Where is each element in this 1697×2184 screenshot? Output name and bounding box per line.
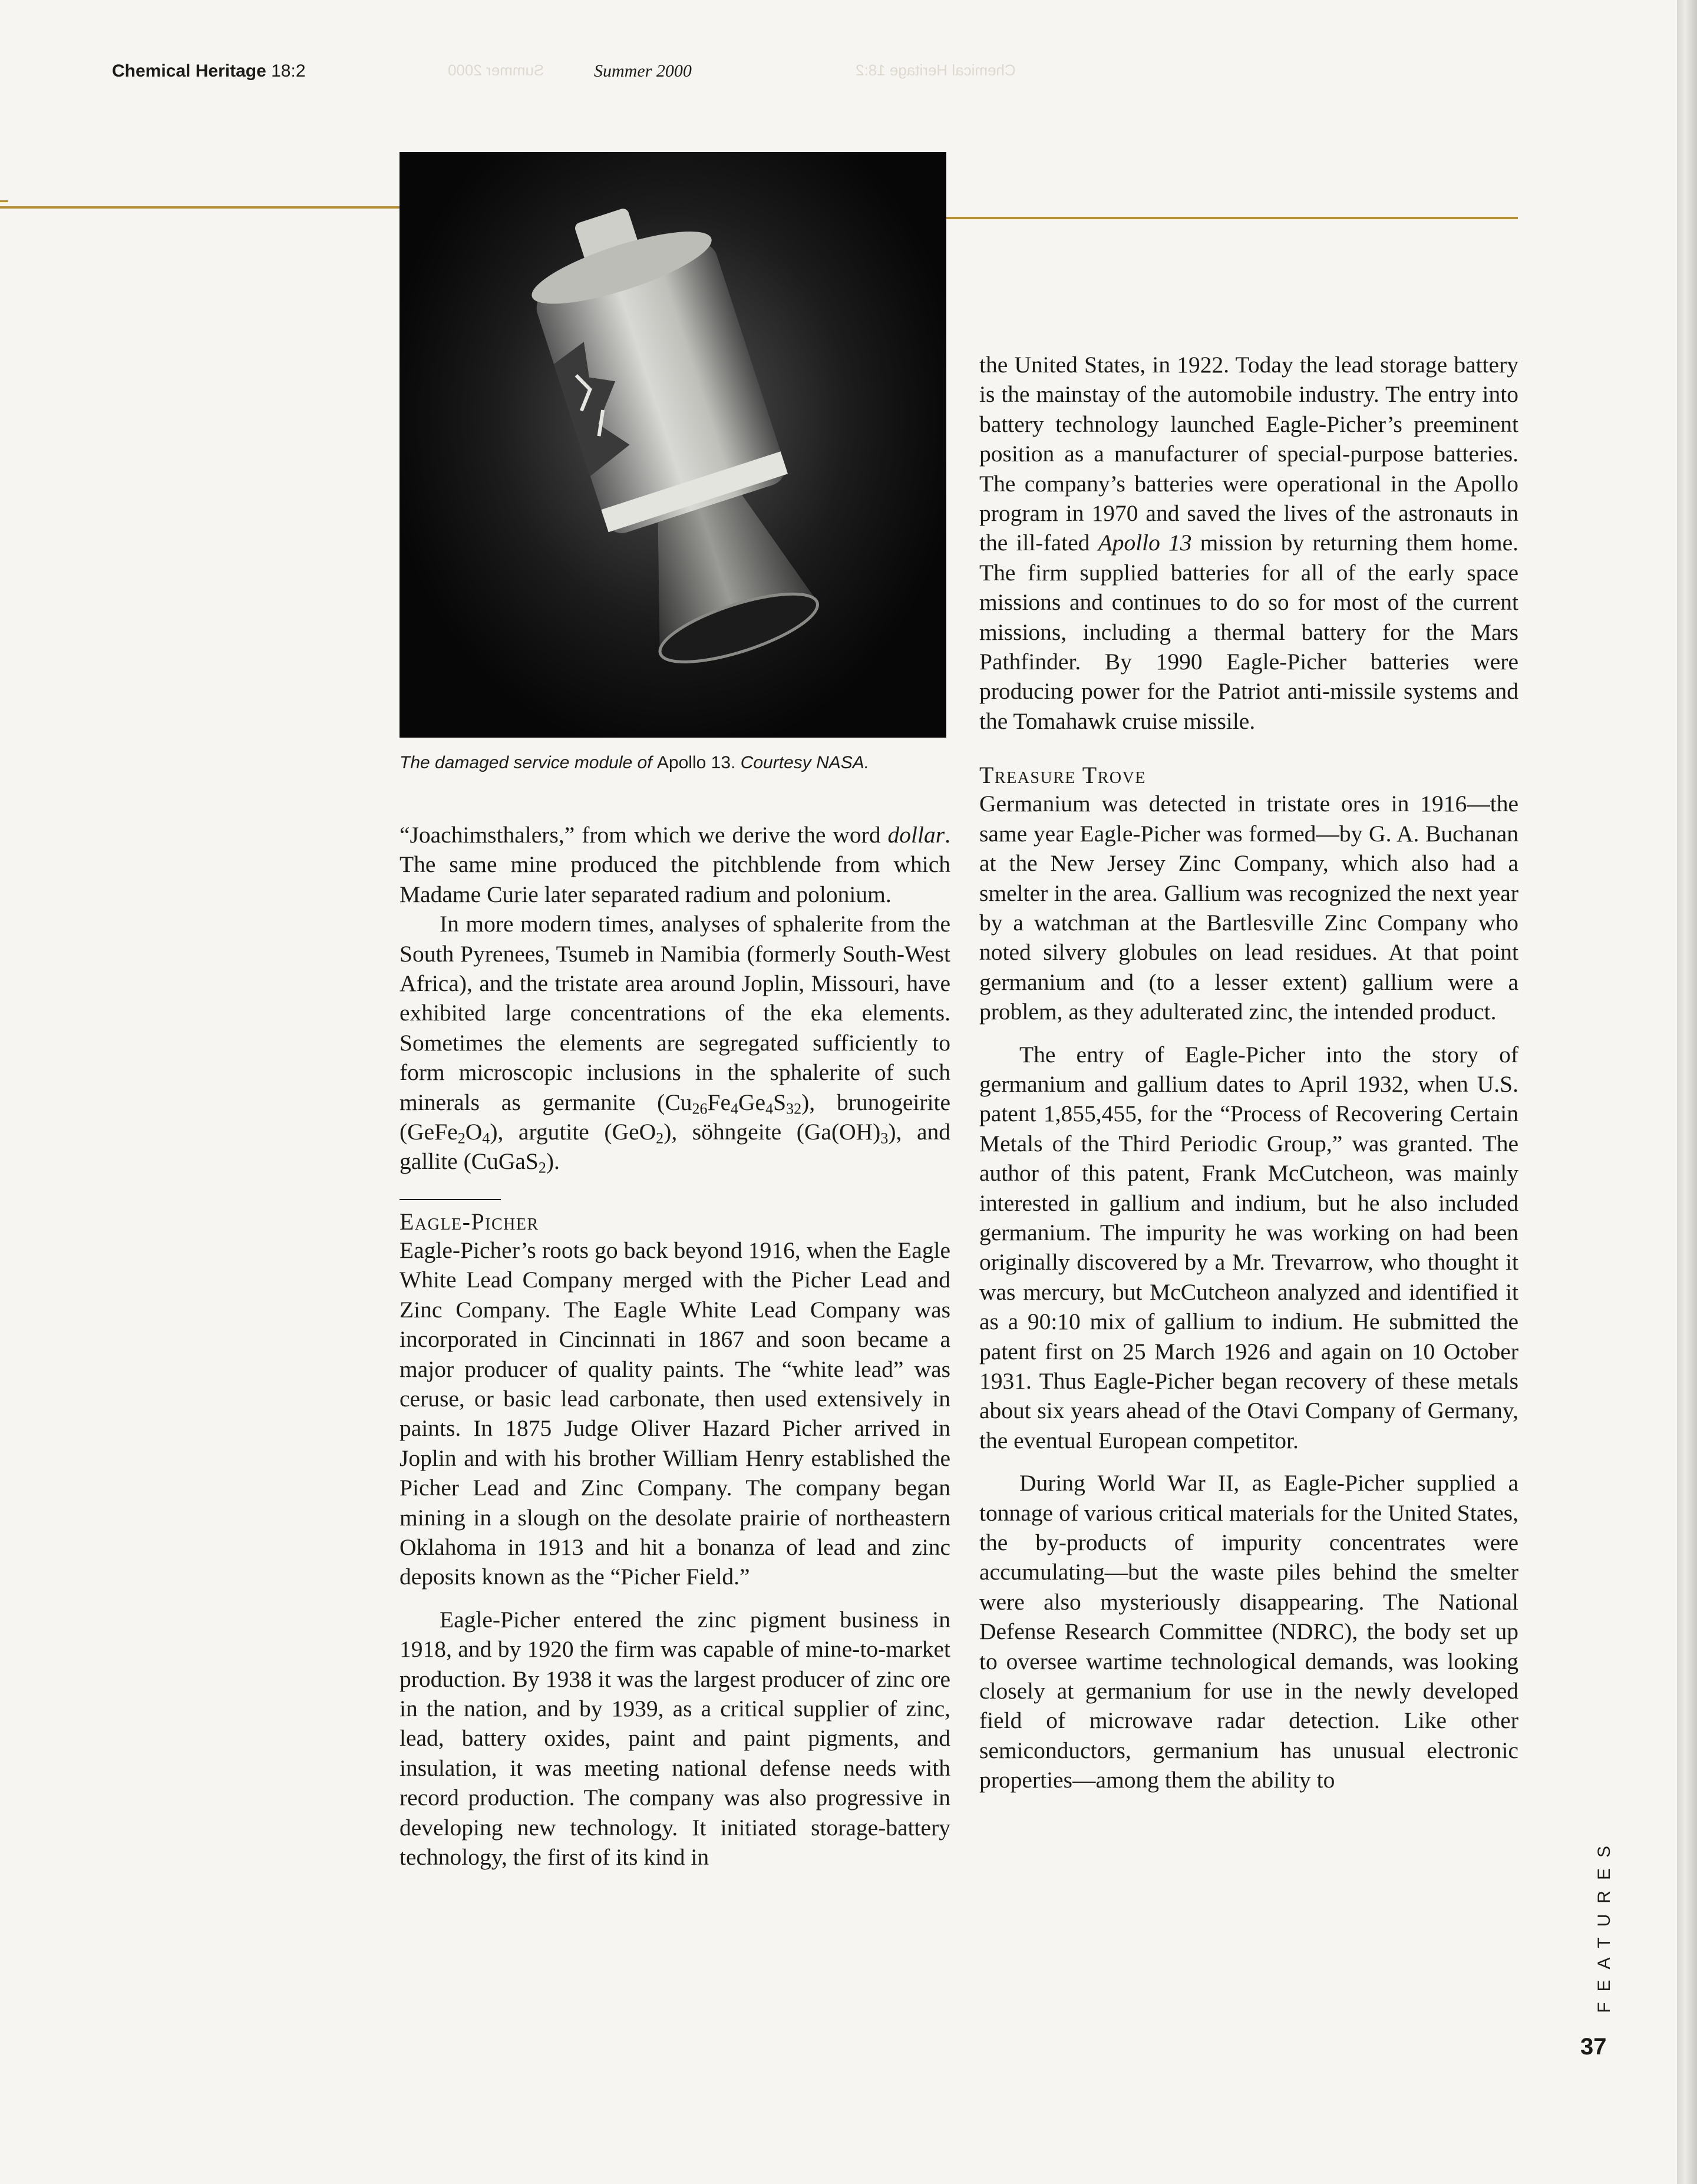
text-column-left	[400, 820, 950, 1872]
issue-season: Summer 2000	[594, 61, 692, 81]
section-heading-eagle-picher: Eagle-Picher	[400, 1208, 539, 1235]
section-label-features: FEATURES	[1594, 1835, 1614, 2013]
caption-credit: Courtesy NASA.	[740, 753, 870, 772]
paragraph: “Joachimsthalers,” from which we derive the word dollar. The same mine produced the pitchblende from which Madame Curie later separated radium and polonium.	[400, 822, 950, 907]
paragraph: The entry of Eagle-Picher into the story of germanium and gallium dates to April 1932, when U.S. patent 1,855,455, for the “Process of Recovering Certain Metals of the Third Periodic Group,” was granted. The author of this patent, Frank McCutcheon, was mainly interested in gallium and indium, but he also included germanium. The impurity he was working on had been originally discovered by a Mr. Trevarrow, who thought it was mercury, but McCutcheon analyzed and identified it as a 90:10 mix of gallium to indium. He submitted the patent first on 25 March 1926 and again on 10 October 1931. Thus Eagle-Picher began recovery of these metals about six years ahead of the Otavi Company of Germany, the eventual European competitor.	[979, 1041, 1518, 1453]
service-module-illustration	[400, 152, 946, 738]
argutite-formula: GeO$_2$	[612, 1119, 664, 1147]
brunogeirite-formula: $GeFe_2O_4$	[407, 1119, 490, 1147]
germanite-formula: $Cu_{26}Fe_4Ge_4S_{32}$	[665, 1089, 802, 1118]
text-column-right	[979, 350, 1518, 1795]
bleed-through-header: Chemical Heritage 18:2	[856, 61, 1016, 79]
header-rule-right	[946, 217, 1518, 219]
header-rule-left	[0, 206, 400, 209]
issue-number: 18:2	[271, 61, 306, 81]
paragraph-batteries: the United States, in 1922. Today the lead storage battery is the mainstay of the automobile industry. The entry into battery technology launched Eagle-Picher’s preeminent position as a manufacturer of special-purpose batteries. The company’s batteries were operational in the Apollo program in 1970 and saved the lives of the astronauts in the ill-fated Apollo 13 mission by returning them home. The firm supplied batteries for all of the early space missions and continues to do so for most of the current missions, including a thermal battery for the Mars Pathfinder. By 1990 Eagle-Picher batteries were producing power for the Patriot anti-missile systems and the Tomahawk cruise missile.	[979, 352, 1519, 734]
left-margin-mark	[0, 200, 8, 202]
paragraph: Germanium was detected in tristate ores in 1916—the same year Eagle-Picher was formed—by G. A. Buchanan at the New Jersey Zinc Company, which also had a smelter in the area. Gallium was recognized the next year by a watchman at the Bartlesville Zinc Company who noted silvery globules on lead residues. At that point germanium and (to a lesser extent) gallium were a problem, as they adulterated zinc, the intended product.	[979, 791, 1518, 1025]
page-number: 37	[1580, 2034, 1607, 2060]
apollo-13-photo	[400, 152, 946, 738]
paragraph: Eagle-Picher’s roots go back beyond 1916, when the Eagle White Lead Company merged with the Picher Lead and Zinc Company. The Eagle White Lead Company was incorporated in Cincinnati in 1867 and soon became a major producer of quality paints. The “white lead” was ceruse, or basic lead carbonate, then used extensively in paints. In 1875 Judge Oliver Hazard Picher arrived in Joplin and with his brother William Henry established the Picher Lead and Zinc Company. The company began mining in a slough on the desolate prairie of northeastern Oklahoma in 1913 and hit a bonanza of lead and zinc deposits known as the “Picher Field.”	[400, 1237, 950, 1590]
running-header	[112, 61, 306, 85]
paragraph-minerals: In more modern times, analyses of sphalerite from the South Pyrenees, Tsumeb in Namibia (formerly South-West Africa), and the tristate area around Joplin, Missouri, have exhibited large concentrations of the eka elements. Sometimes the elements are segregated sufficiently to form microscopic inclusions in the sphalerite of such minerals as germanite $(Cu_{26}Fe_4Ge_4S_{32})$, brunogeirite $(GeFe_2O_4)$, argutite (GeO$_2$), söhngeite $(Ga(OH)_3)$, and gallite (CuGaS$_2$).	[400, 911, 951, 1177]
gallite-formula: CuGaS$_2$	[471, 1148, 546, 1177]
caption-mission: Apollo 13.	[656, 753, 736, 772]
paragraph: Eagle-Picher entered the zinc pigment business in 1918, and by 1920 the firm was capable of mine-to-market production. By 1938 it was the largest producer of zinc ore in the nation, and by 1939, as a critical supplier of zinc, lead, battery oxides, paint and paint pigments, and insulation, it was meeting national defense needs with record production. The company was also progressive in developing new technology. It initiated storage-battery technology, the first of its kind in	[400, 1606, 950, 1870]
photo-caption	[400, 753, 965, 773]
section-rule	[400, 1199, 501, 1200]
magazine-title: Chemical Heritage	[112, 61, 266, 81]
section-heading-treasure-trove: Treasure Trove	[979, 762, 1146, 789]
sohngeite-formula: $Ga(OH)_3$	[804, 1119, 889, 1147]
page-edge	[1677, 0, 1697, 2184]
caption-lead: The damaged service module of	[400, 753, 652, 772]
mission-name: Apollo 13	[1098, 530, 1192, 556]
paragraph: During World War II, as Eagle-Picher supplied a tonnage of various critical materials for the United States, the by-products of impurity concentrates were accumulating—but the waste piles behind the smelter were also mysteriously disappearing. The National Defense Research Committee (NDRC), the body set up to oversee wartime technological demands, was looking closely at germanium for use in the newly developed field of microwave radar detection. Like other semiconductors, germanium has unusual electronic properties—among them the ability to	[979, 1470, 1518, 1793]
bleed-through-season: Summer 2000	[448, 61, 544, 79]
